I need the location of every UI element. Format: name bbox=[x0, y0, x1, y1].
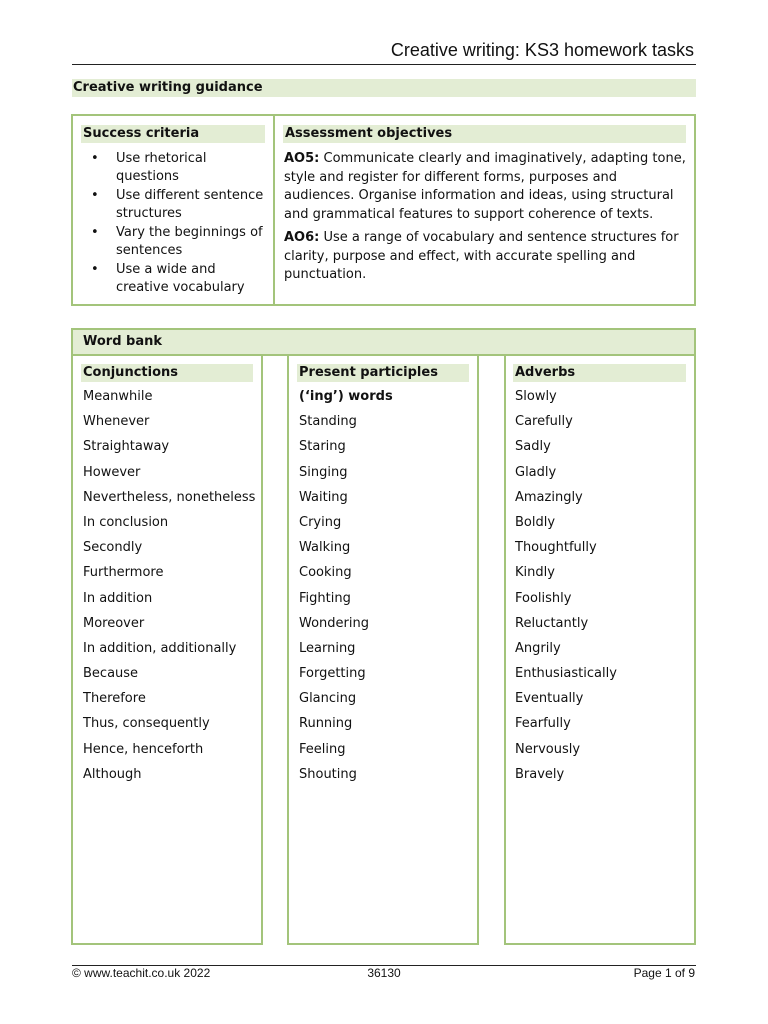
footer-page-number: Page 1 of 9 bbox=[633, 966, 695, 980]
word-item: Sadly bbox=[515, 439, 551, 455]
word-item: Staring bbox=[299, 439, 346, 455]
footer-copyright: © www.teachit.co.uk 2022 bbox=[72, 966, 211, 980]
conjunctions-list bbox=[83, 388, 261, 791]
word-item: Walking bbox=[299, 540, 351, 556]
word-item: In addition, additionally bbox=[83, 640, 237, 656]
word-item: Singing bbox=[299, 464, 348, 480]
word-item: Forgetting bbox=[299, 666, 366, 682]
word-item: Whenever bbox=[83, 414, 150, 430]
page-title: Creative writing: KS3 homework tasks bbox=[390, 40, 694, 60]
word-item: In addition bbox=[83, 590, 153, 606]
guidance-heading: Creative writing guidance bbox=[72, 79, 696, 97]
word-item: Learning bbox=[299, 640, 356, 656]
word-item: Angrily bbox=[515, 640, 561, 656]
success-criteria-heading: Success criteria bbox=[81, 125, 265, 143]
word-item: Nevertheless, nonetheless bbox=[83, 489, 256, 505]
criteria-item: • Use a wide and creative vocabulary bbox=[82, 261, 272, 297]
word-item: Boldly bbox=[515, 514, 556, 530]
success-criteria-list bbox=[82, 150, 272, 298]
word-item: Hence, henceforth bbox=[83, 741, 204, 757]
word-item: Feeling bbox=[299, 741, 346, 757]
ao6-paragraph bbox=[284, 229, 686, 285]
word-item: Gladly bbox=[515, 464, 557, 480]
word-item: Wondering bbox=[299, 615, 369, 631]
word-item: Shouting bbox=[299, 766, 357, 782]
present-participles-subheading: (‘ing’) words bbox=[299, 389, 393, 404]
word-item: Fighting bbox=[299, 590, 351, 606]
word-item: Waiting bbox=[299, 489, 348, 505]
adverbs-heading: Adverbs bbox=[513, 364, 686, 382]
word-item: Because bbox=[83, 666, 139, 682]
word-item: Secondly bbox=[83, 540, 143, 556]
word-item: Crying bbox=[299, 514, 342, 530]
ao5-paragraph bbox=[284, 150, 686, 224]
word-item: Therefore bbox=[83, 691, 146, 707]
present-participles-list bbox=[299, 388, 477, 791]
criteria-item: • Use different sentence structures bbox=[82, 187, 272, 223]
word-item: Moreover bbox=[83, 615, 145, 631]
word-item: Glancing bbox=[299, 691, 357, 707]
assessment-objectives-heading: Assessment objectives bbox=[283, 125, 686, 143]
word-item: Slowly bbox=[515, 389, 557, 404]
criteria-item: • Vary the beginnings of sentences bbox=[82, 224, 272, 260]
adverbs-list bbox=[515, 388, 693, 791]
word-item: Fearfully bbox=[515, 716, 571, 732]
footer-code: 36130 bbox=[367, 966, 401, 980]
word-item: Eventually bbox=[515, 691, 584, 707]
word-item: Enthusiastically bbox=[515, 666, 617, 682]
word-item: In conclusion bbox=[83, 514, 169, 530]
ao5-text: Communicate clearly and imaginatively, adapting tone, style and register for different forms, purposes and audiences. Organise information and ideas, using structural and grammatical features to support coherence of texts. bbox=[284, 151, 686, 222]
header-divider bbox=[72, 64, 696, 65]
word-bank-title: Word bank bbox=[73, 330, 694, 354]
criteria-item: • Use rhetorical questions bbox=[82, 150, 272, 186]
word-item: Although bbox=[83, 766, 142, 782]
word-item: Bravely bbox=[515, 766, 565, 782]
conjunctions-heading: Conjunctions bbox=[81, 364, 253, 382]
word-item: Furthermore bbox=[83, 565, 164, 581]
word-item: Carefully bbox=[515, 414, 573, 430]
word-item: Cooking bbox=[299, 565, 352, 581]
word-item: Kindly bbox=[515, 565, 555, 581]
word-item: Standing bbox=[299, 414, 357, 430]
word-item: Nervously bbox=[515, 741, 581, 757]
ao6-text: Use a range of vocabulary and sentence structures for clarity, purpose and effect, with accurate spelling and punctuation. bbox=[284, 230, 679, 282]
ao6-label: AO6: bbox=[284, 230, 320, 245]
word-item: Straightaway bbox=[83, 439, 170, 455]
guidance-table-divider bbox=[273, 114, 275, 306]
present-participles-heading: Present participles bbox=[297, 364, 469, 382]
word-item: Thus, consequently bbox=[83, 716, 210, 732]
word-item: Running bbox=[299, 716, 353, 732]
word-item: However bbox=[83, 464, 141, 480]
ao5-label: AO5: bbox=[284, 151, 320, 166]
word-item: Foolishly bbox=[515, 590, 572, 606]
word-item: Meanwhile bbox=[83, 389, 153, 404]
word-item: Reluctantly bbox=[515, 615, 589, 631]
word-item: Thoughtfully bbox=[515, 540, 597, 556]
word-item: Amazingly bbox=[515, 489, 583, 505]
